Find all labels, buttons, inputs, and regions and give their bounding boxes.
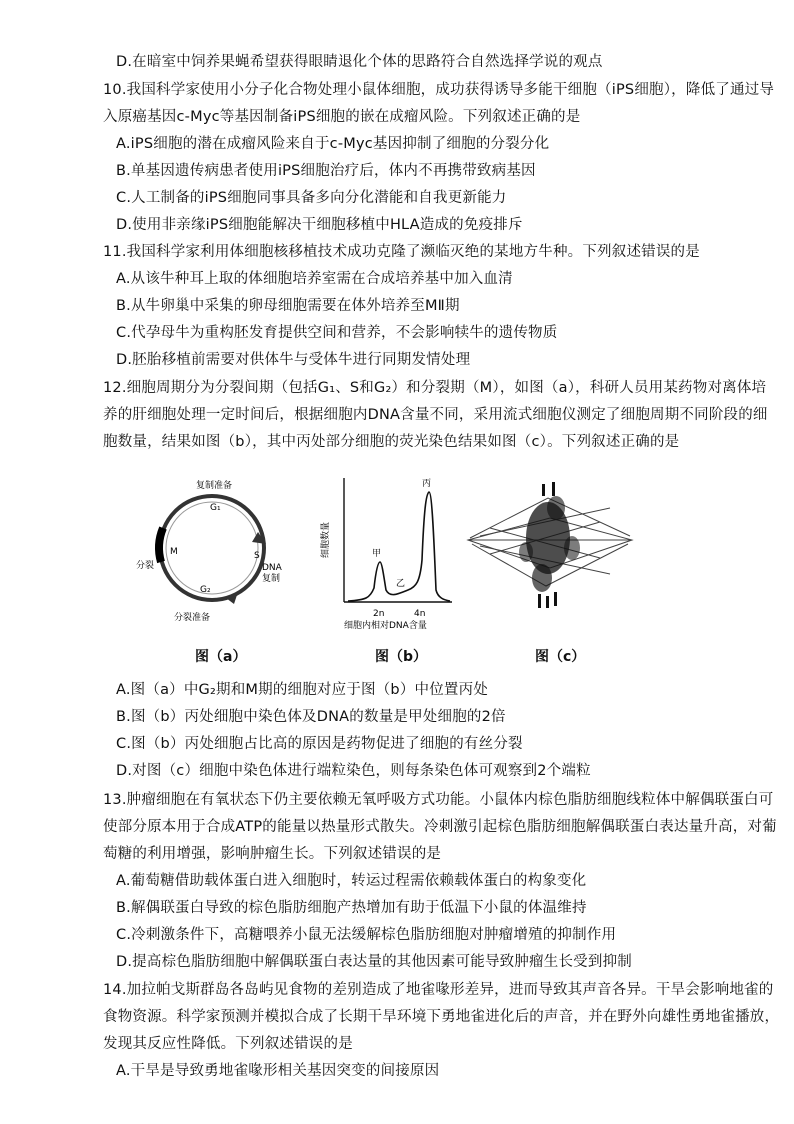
q11-option-b: B.从牛卵巢中采集的卵母细胞需要在体外培养至MⅡ期 bbox=[116, 298, 460, 314]
caption-figure-c: 图（c） bbox=[535, 649, 586, 665]
q12-option-d: D.对图（c）细胞中染色体进行端粒染色，则每条染色体可观察到2个端粒 bbox=[116, 763, 591, 779]
tick-4n: 4n bbox=[414, 609, 426, 619]
q12-stem-line3: 胞数量，结果如图（b），其中丙处部分细胞的荧光染色结果如图（c）。下列叙述正确的是 bbox=[103, 434, 680, 450]
q13-stem-line2: 使部分原本用于合成ATP的能量以热量形式散失。冷刺激引起棕色脂肪细胞解偶联蛋白表达量升高，对葡 bbox=[103, 819, 777, 835]
q10-stem-line1: 10.我国科学家使用小分子化合物处理小鼠体细胞，成功获得诱导多能干细胞（iPS细胞），降低了通过导 bbox=[103, 82, 775, 98]
label-s: S bbox=[254, 551, 260, 561]
q13-option-d: D.提高棕色脂肪细胞中解偶联蛋白表达量的其他因素可能导致肿瘤生长受到抑制 bbox=[116, 954, 632, 970]
q10-option-b: B.单基因遗传病患者使用iPS细胞治疗后，体内不再携带致病基因 bbox=[116, 163, 536, 179]
q10-option-c: C.人工制备的iPS细胞同事具备多向分化潜能和自我更新能力 bbox=[116, 190, 507, 206]
q14-option-a: A.干旱是导致勇地雀喙形相关基因突变的间接原因 bbox=[116, 1063, 440, 1079]
peak-label-yi: 乙 bbox=[396, 579, 406, 589]
q13-option-c: C.冷刺激条件下，高糖喂养小鼠无法缓解棕色脂肪细胞对肿瘤增殖的抑制作用 bbox=[116, 927, 617, 943]
stained-cell-image bbox=[460, 478, 640, 613]
peak-label-bing: 丙 bbox=[422, 479, 432, 489]
q13-stem-line1: 13.肿瘤细胞在有氧状态下仍主要依赖无氧呼吸方式功能。小鼠体内棕色脂肪细胞线粒体中解偶联蛋白可 bbox=[103, 792, 774, 808]
q9-option-d: D.在暗室中饲养果蝇希望获得眼睛退化个体的思路符合自然选择学说的观点 bbox=[116, 54, 603, 70]
cell-cycle-diagram bbox=[130, 470, 305, 625]
q10-stem-line2: 入原癌基因c-Myc等基因制备iPS细胞的嵌在成瘤风险。下列叙述正确的是 bbox=[103, 109, 581, 125]
arrowhead-icon bbox=[226, 592, 238, 604]
q14-stem-line2: 食物资源。科学家预测并模拟合成了长期干旱环境下勇地雀进化后的声音，并在野外向雄性勇地雀播放， bbox=[103, 1009, 780, 1025]
q11-stem: 11.我国科学家利用体细胞核移植技术成功克隆了濒临灭绝的某地方牛种。下列叙述错误的是 bbox=[103, 244, 700, 260]
m-phase-arc bbox=[159, 528, 163, 562]
q10-option-d: D.使用非亲缘iPS细胞能解决干细胞移植中HLA造成的免疫排斥 bbox=[116, 217, 523, 233]
q11-option-c: C.代孕母牛为重构胚发育提供空间和营养，不会影响犊牛的遗传物质 bbox=[116, 325, 558, 341]
y-axis-label: 细胞数量 bbox=[321, 521, 331, 558]
label-division: 分裂 bbox=[136, 561, 155, 571]
q12-option-a: A.图（a）中G₂期和M期的细胞对应于图（b）中位置丙处 bbox=[116, 682, 489, 698]
label-replication: 复制 bbox=[262, 574, 281, 584]
x-axis-label: 细胞内相对DNA含量 bbox=[344, 621, 427, 630]
q13-option-a: A.葡萄糖借助载体蛋白进入细胞时，转运过程需依赖载体蛋白的构象变化 bbox=[116, 873, 587, 889]
label-m: M bbox=[170, 547, 178, 557]
q13-stem-line3: 萄糖的利用增强，影响肿瘤生长。下列叙述错误的是 bbox=[103, 846, 442, 862]
caption-figure-a: 图（a） bbox=[195, 649, 247, 665]
label-prep-replication: 复制准备 bbox=[196, 481, 233, 491]
label-dna: DNA bbox=[262, 563, 282, 573]
peak-label-jia: 甲 bbox=[372, 549, 382, 559]
q12-option-c: C.图（b）丙处细胞占比高的原因是药物促进了细胞的有丝分裂 bbox=[116, 736, 523, 752]
cycle-inner-ring bbox=[166, 502, 258, 594]
q11-option-d: D.胚胎移植前需要对供体牛与受体牛进行同期发情处理 bbox=[116, 352, 471, 368]
q11-option-a: A.从该牛种耳上取的体细胞培养室需在合成培养基中加入血清 bbox=[116, 271, 513, 287]
q14-stem-line1: 14.加拉帕戈斯群岛各岛屿见食物的差别造成了地雀喙形差异，进而导致其声音各异。干旱会影响地雀的 bbox=[103, 982, 774, 998]
dna-content-histogram bbox=[318, 470, 458, 630]
label-g2: G₂ bbox=[200, 585, 211, 595]
q13-option-b: B.解偶联蛋白导致的棕色脂肪细胞产热增加有助于低温下小鼠的体温维持 bbox=[116, 900, 587, 916]
label-prep-division: 分裂准备 bbox=[174, 613, 211, 623]
q14-stem-line3: 发现其反应性降低。下列叙述错误的是 bbox=[103, 1036, 353, 1052]
caption-figure-b: 图（b） bbox=[375, 649, 428, 665]
q12-option-b: B.图（b）丙处细胞中染色体及DNA的数量是甲处细胞的2倍 bbox=[116, 709, 506, 725]
q10-option-a: A.iPS细胞的潜在成瘤风险来自于c-Myc基因抑制了细胞的分裂分化 bbox=[116, 136, 550, 152]
label-g1: G₁ bbox=[210, 503, 221, 513]
tick-2n: 2n bbox=[373, 609, 385, 619]
q12-stem-line1: 12.细胞周期分为分裂间期（包括G₁、S和G₂）和分裂期（M），如图（a），科研人员用某药物对离体培 bbox=[103, 380, 767, 396]
q12-stem-line2: 养的肝细胞处理一定时间后，根据细胞内DNA含量不同，采用流式细胞仪测定了细胞周期不同阶段的细 bbox=[103, 407, 768, 423]
